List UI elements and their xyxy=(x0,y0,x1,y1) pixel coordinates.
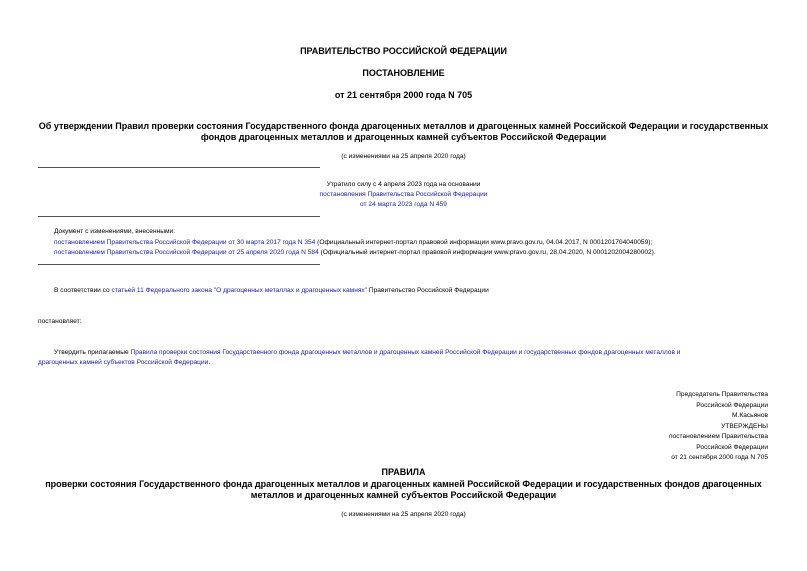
approval-by: постановлением Правительства xyxy=(668,433,768,440)
amendment-source: (Официальный интернет-портал правовой информации www.pravo.gov.ru, 28.04.2020, N 0001202004280002). xyxy=(318,249,656,256)
rules-subtitle-line-2: металлов и драгоценных камней субъектов Российской Федерации xyxy=(250,490,557,500)
approval-organization: Российской Федерации xyxy=(696,443,768,451)
legal-basis-paragraph xyxy=(54,287,489,294)
approval-paragraph-continued xyxy=(38,359,210,366)
approval-stamp: УТВЕРЖДЕНЫ xyxy=(721,422,768,430)
legal-basis-suffix: Правительство Российской Федерации xyxy=(367,287,489,294)
rules-link[interactable]: Правила проверки состояния Государственного фонда драгоценных металлов и драгоценных камней Российской Федерации и государственных фондов драгоценных металлов и xyxy=(130,349,681,356)
approval-prefix: Утвердить прилагаемые xyxy=(54,349,131,356)
federal-law-link[interactable]: статьей 11 Федерального закона "О драгоценных металлах и драгоценных камнях" xyxy=(111,287,368,294)
approval-date: от 21 сентября 2000 года N 705 xyxy=(671,454,768,461)
rules-link-continued[interactable]: драгоценных камней субъектов Российской Федерации xyxy=(38,359,209,366)
amendment-item xyxy=(54,239,652,246)
rules-heading: ПРАВИЛА xyxy=(381,467,426,477)
amendment-link[interactable]: постановлением Правительства Российской Федерации от 30 марта 2017 года N 354 xyxy=(54,239,316,246)
amendment-source: (Официальный интернет-портал правовой информации www.pravo.gov.ru, 04.04.2017, N 0001201704040059); xyxy=(315,239,653,246)
document-title-line-1: Об утверждении Правил проверки состояния Государственного фонда драгоценных металлов и драгоценных камней Российской Федерации и государственных xyxy=(38,121,769,131)
signature-name: М.Касьянов xyxy=(732,412,768,419)
separator-line xyxy=(38,216,320,217)
document-date-number: от 21 сентября 2000 года N 705 xyxy=(334,90,473,100)
rules-revision-note: (с изменениями на 25 апреля 2020 года) xyxy=(341,511,466,518)
separator-line xyxy=(38,264,320,265)
expired-notice-text: Утратило силу с 4 апреля 2023 года на основании xyxy=(326,181,481,188)
resolves-text: постановляет: xyxy=(38,318,82,325)
amendments-intro: Документ с изменениями, внесенными: xyxy=(54,228,176,235)
approval-paragraph xyxy=(54,349,680,356)
legal-basis-prefix: В соответствии со xyxy=(54,287,112,294)
government-heading: ПРАВИТЕЛЬСТВО РОССИЙСКОЙ ФЕДЕРАЦИИ xyxy=(300,46,507,56)
expired-notice-link-line-1[interactable]: постановления Правительства Российской Федерации xyxy=(319,191,488,198)
amendment-link[interactable]: постановлением Правительства Российской Федерации от 25 апреля 2020 года N 584 xyxy=(54,249,319,256)
document-title-line-2: фондов драгоценных металлов и драгоценных камней субъектов Российской Федерации xyxy=(200,132,607,142)
revision-note: (с изменениями на 25 апреля 2020 года) xyxy=(341,153,466,160)
expired-notice-link-line-2[interactable]: от 24 марта 2023 года N 459 xyxy=(360,201,447,208)
document-type: ПОСТАНОВЛЕНИЕ xyxy=(362,68,445,78)
approval-suffix: . xyxy=(208,359,211,366)
separator-line xyxy=(38,167,320,168)
signature-block xyxy=(669,390,768,464)
amendment-item xyxy=(54,249,656,256)
signature-organization: Российской Федерации xyxy=(696,401,768,409)
signature-position: Председатель Правительства xyxy=(676,391,768,398)
rules-subtitle-line-1: проверки состояния Государственного фонда драгоценных металлов и драгоценных камней Российской Федерации и государственных фондов драгоценных xyxy=(45,479,762,489)
